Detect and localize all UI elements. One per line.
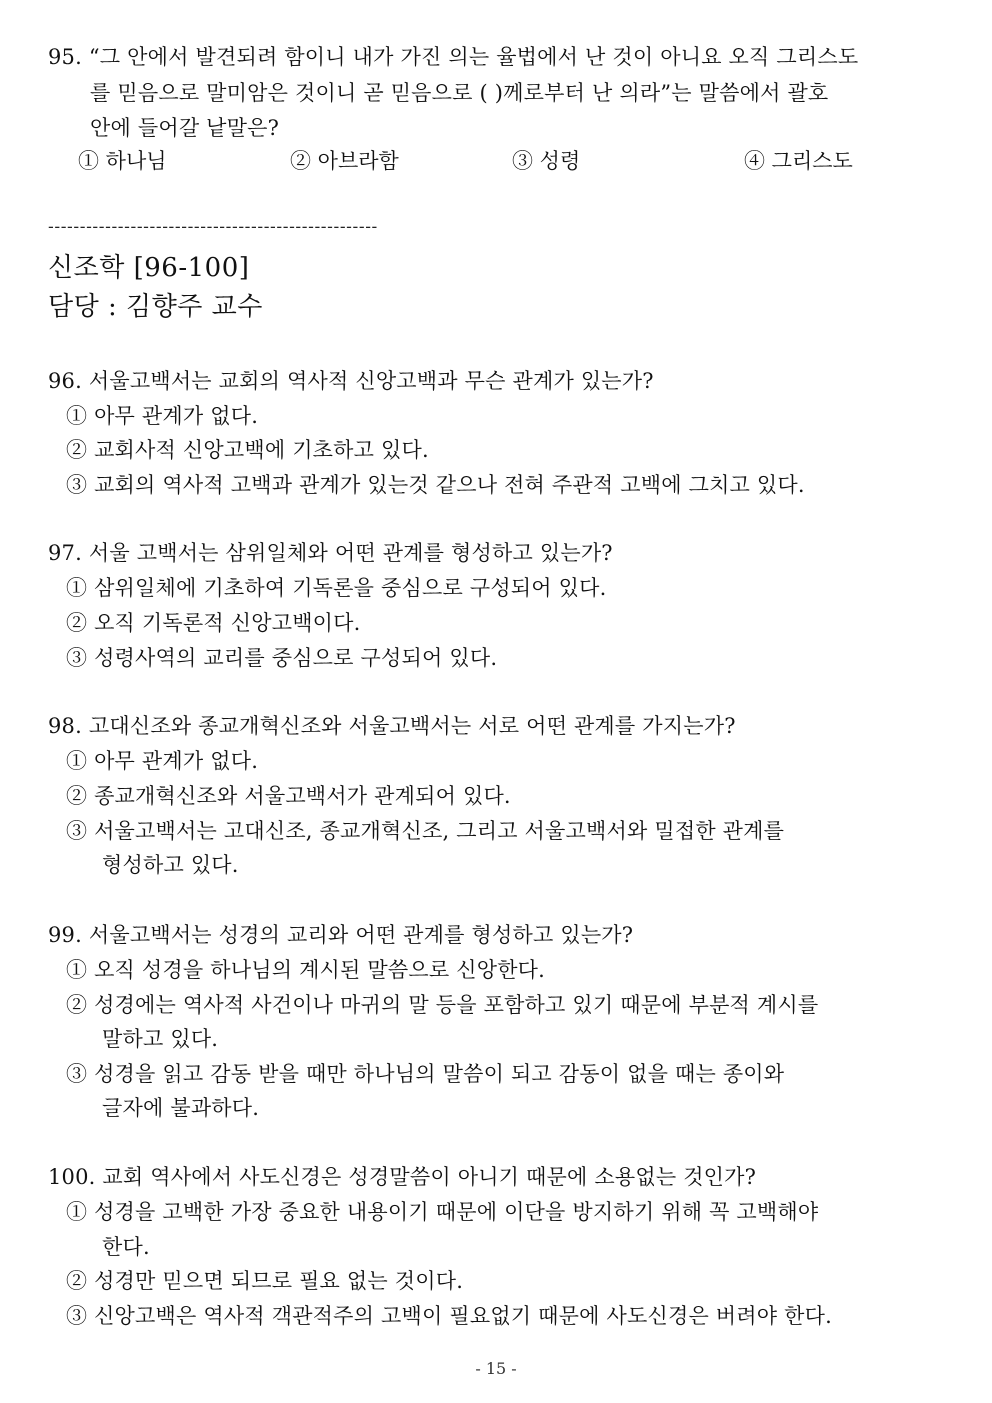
q96-option-3: ③ 교회의 역사적 고백과 관계가 있는것 같으나 전혀 주관적 고백에 그치고 있다.: [66, 473, 805, 497]
q98-option-2: ② 종교개혁신조와 서울고백서가 관계되어 있다.: [66, 784, 511, 808]
q97-option-1: ① 삼위일체에 기초하여 기독론을 중심으로 구성되어 있다.: [66, 576, 607, 600]
q95-question-line2: 를 믿음으로 말미암은 것이니 곧 믿음으로 ( )께로부터 난 의라”는 말씀에서 괄호: [90, 81, 829, 105]
q99-question: 99. 서울고백서는 성경의 교리와 어떤 관계를 형성하고 있는가?: [48, 923, 634, 947]
q95-option-1: ① 하나님: [78, 149, 167, 173]
q95-option-3: ③ 성령: [512, 149, 581, 173]
q98-option-1: ① 아무 관계가 없다.: [66, 749, 259, 773]
q95-options: [78, 146, 898, 176]
q97-option-2: ② 오직 기독론적 신앙고백이다.: [66, 611, 361, 635]
q100-option-1: ① 성경을 고백한 가장 중요한 내용이기 때문에 이단을 방지하기 위해 꼭 고백해야: [66, 1200, 819, 1224]
q98-option-3-continued: 형성하고 있다.: [102, 853, 239, 877]
q95-option-2: ② 아브라함: [290, 149, 399, 173]
q100-option-1-continued: 한다.: [102, 1235, 150, 1259]
q99-option-3-continued: 글자에 불과하다.: [102, 1096, 260, 1120]
section-divider: ----------------------------------------------------: [48, 217, 378, 237]
q100-option-2: ② 성경만 믿으면 되므로 필요 없는 것이다.: [66, 1269, 464, 1293]
section-title: 신조학 [96-100]: [48, 253, 250, 283]
page-number: - 15 -: [475, 1359, 517, 1378]
q96-question: 96. 서울고백서는 교회의 역사적 신앙고백과 무슨 관계가 있는가?: [48, 369, 654, 393]
q95-option-4: ④ 그리스도: [744, 149, 853, 173]
q100-question: 100. 교회 역사에서 사도신경은 성경말씀이 아니기 때문에 소용없는 것인가?: [48, 1165, 757, 1189]
section-instructor: 담당 : 김향주 교수: [48, 292, 263, 322]
q96-option-2: ② 교회사적 신앙고백에 기초하고 있다.: [66, 438, 429, 462]
q95-question-line1: 95. “그 안에서 발견되려 함이니 내가 가진 의는 율법에서 난 것이 아니요 오직 그리스도: [48, 45, 859, 69]
q99-option-2: ② 성경에는 역사적 사건이나 마귀의 말 등을 포함하고 있기 때문에 부분적 계시를: [66, 993, 819, 1017]
q96-option-1: ① 아무 관계가 없다.: [66, 404, 259, 428]
q98-option-3: ③ 서울고백서는 고대신조, 종교개혁신조, 그리고 서울고백서와 밀접한 관계를: [66, 819, 785, 843]
q99-option-3: ③ 성경을 읽고 감동 받을 때만 하나님의 말씀이 되고 감동이 없을 때는 종이와: [66, 1062, 785, 1086]
q95-question-line3: 안에 들어갈 낱말은?: [90, 116, 280, 140]
q97-question: 97. 서울 고백서는 삼위일체와 어떤 관계를 형성하고 있는가?: [48, 541, 613, 565]
q99-option-1: ① 오직 성경을 하나님의 계시된 말씀으로 신앙한다.: [66, 958, 546, 982]
q98-question: 98. 고대신조와 종교개혁신조와 서울고백서는 서로 어떤 관계를 가지는가?: [48, 714, 736, 738]
q99-option-2-continued: 말하고 있다.: [102, 1027, 219, 1051]
q97-option-3: ③ 성령사역의 교리를 중심으로 구성되어 있다.: [66, 646, 498, 670]
q100-option-3: ③ 신앙고백은 역사적 객관적주의 고백이 필요없기 때문에 사도신경은 버려야 한다.: [66, 1304, 832, 1328]
